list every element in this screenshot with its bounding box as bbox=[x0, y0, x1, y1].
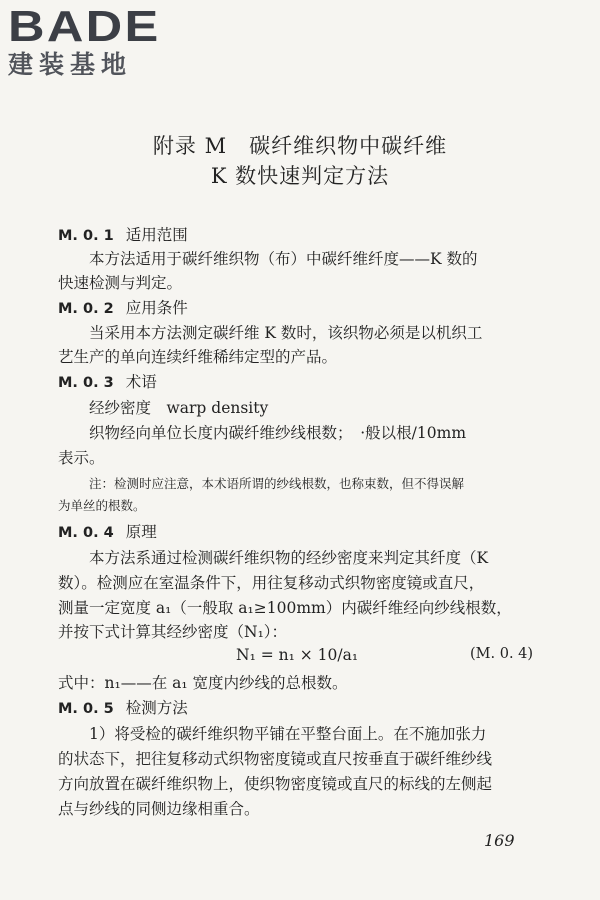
section-number: M. 0. 1 bbox=[58, 228, 114, 244]
site-logo bbox=[8, 4, 178, 80]
paragraph-line: 艺生产的单向连续纤维稀纬定型的产品。 bbox=[58, 348, 338, 366]
paragraph-line: 1）将受检的碳纤维织物平铺在平整台面上。在不施加张力 bbox=[89, 725, 487, 743]
term-definition: 经纱密度 warp density bbox=[89, 399, 269, 417]
formula-reference: (M. 0. 4) bbox=[470, 646, 534, 662]
section-heading-m02 bbox=[58, 297, 188, 320]
section-number: M. 0. 5 bbox=[58, 701, 114, 717]
section-number: M. 0. 4 bbox=[58, 525, 114, 541]
section-heading-m04 bbox=[58, 521, 157, 544]
section-number: M. 0. 3 bbox=[58, 375, 114, 391]
page-number: 169 bbox=[484, 831, 515, 850]
paragraph-line: 点与纱线的同侧边缘相重合。 bbox=[58, 800, 260, 818]
section-number: M. 0. 2 bbox=[58, 301, 114, 317]
paragraph-line: 当采用本方法测定碳纤维 K 数时，该织物必须是以机织工 bbox=[89, 324, 483, 342]
paragraph-line: 表示。 bbox=[58, 449, 105, 467]
section-heading-m05 bbox=[58, 697, 188, 720]
paragraph-line: 本方法系通过检测碳纤维织物的经纱密度来判定其纤度（K bbox=[89, 549, 489, 567]
section-title: 术语 bbox=[125, 373, 157, 391]
section-heading-m01 bbox=[58, 224, 188, 247]
section-title: 应用条件 bbox=[125, 299, 188, 317]
formula-explanation: 式中：n₁——在 a₁ 宽度内纱线的总根数。 bbox=[58, 674, 348, 692]
paragraph-line: 本方法适用于碳纤维织物（布）中碳纤维纤度——K 数的 bbox=[89, 250, 478, 268]
paragraph-line: 织物经向单位长度内碳纤维纱线根数； ·般以根/10mm bbox=[89, 424, 467, 442]
paragraph-line: 快速检测与判定。 bbox=[58, 274, 183, 292]
section-title: 原理 bbox=[125, 523, 157, 541]
paragraph-line: 数）。检测应在室温条件下，用往复移动式织物密度镜或直尺， bbox=[58, 574, 485, 592]
section-title: 检测方法 bbox=[125, 699, 188, 717]
section-heading-m03 bbox=[58, 371, 157, 394]
appendix-title-line1: 附录 M 碳纤维织物中碳纤维 bbox=[152, 134, 448, 158]
formula: N₁ = n₁ × 10/a₁ bbox=[236, 646, 359, 664]
logo-wordmark: BADE bbox=[8, 2, 161, 51]
paragraph-line: 测量一定宽度 a₁（一般取 a₁≥100mm）内碳纤维经向纱线根数， bbox=[58, 599, 512, 617]
logo-subtitle: 建装基地 bbox=[8, 50, 133, 79]
section-title: 适用范围 bbox=[125, 226, 188, 244]
appendix-title-line2: K 数快速判定方法 bbox=[210, 164, 390, 188]
note-line: 为单丝的根数。 bbox=[58, 498, 146, 513]
paragraph-line: 的状态下，把往复移动式织物密度镜或直尺按垂直于碳纤维纱线 bbox=[58, 750, 493, 768]
note-line: 注：检测时应注意，本术语所谓的纱线根数，也称束数，但不得误解 bbox=[89, 476, 465, 491]
paragraph-line: 并按下式计算其经纱密度（N₁）： bbox=[58, 623, 288, 641]
paragraph-line: 方向放置在碳纤维织物上，使织物密度镜或直尺的标线的左侧起 bbox=[58, 775, 493, 793]
